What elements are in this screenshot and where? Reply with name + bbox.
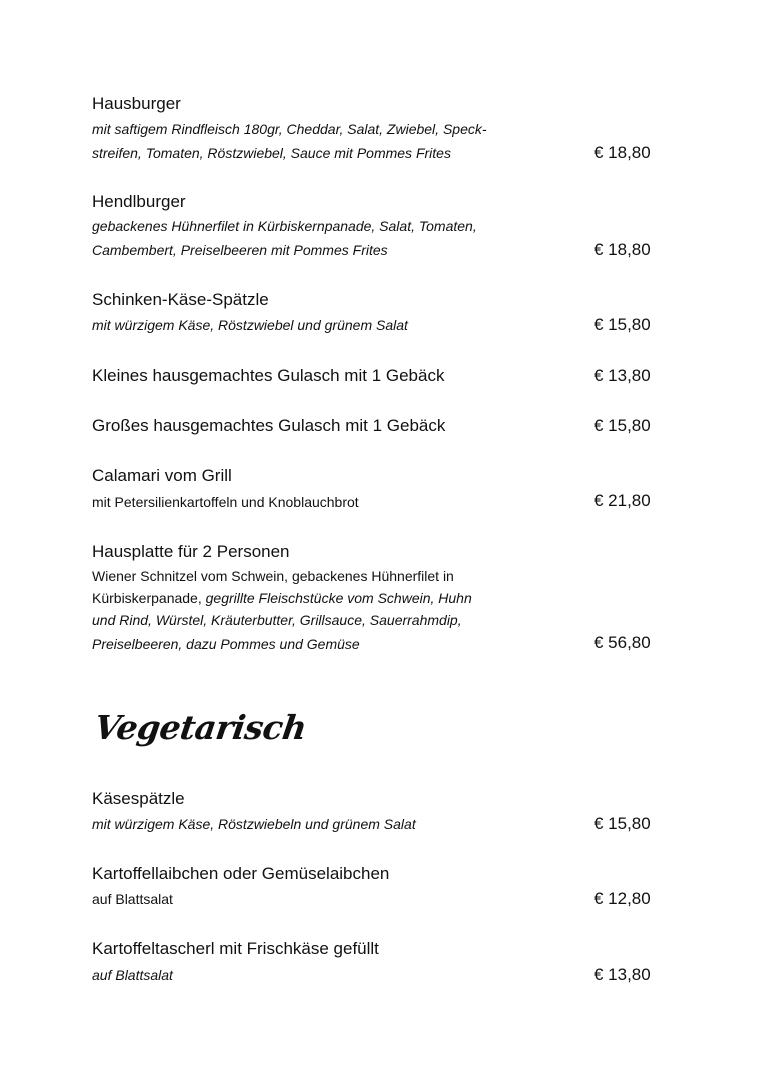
dish-price: € 15,80 <box>594 315 651 334</box>
dish-description: und Rind, Würstel, Kräuterbutter, Grillsauce, Sauerrahmdip, <box>92 612 462 628</box>
dish-name: Hausplatte für 2 Personen <box>92 542 290 561</box>
dish-description: Wiener Schnitzel vom Schwein, gebackenes Hühnerfilet in <box>92 568 454 584</box>
dish-description-part: Kürbiskerpanade, <box>92 590 202 606</box>
dish-description: mit Petersilienkartoffeln und Knoblauchbrot <box>92 494 359 510</box>
dish-description <box>92 590 472 606</box>
dish-name: Calamari vom Grill <box>92 466 232 485</box>
dish-description: auf Blattsalat <box>92 967 173 983</box>
dish-price: € 21,80 <box>594 491 651 510</box>
dish-price: € 15,80 <box>594 416 651 435</box>
dish-description: streifen, Tomaten, Röstzwiebel, Sauce mit Pommes Frites <box>92 145 451 161</box>
dish-price: € 18,80 <box>594 240 651 259</box>
dish-description: mit saftigem Rindfleisch 180gr, Cheddar, Salat, Zwiebel, Speck- <box>92 121 487 137</box>
section-title-vegetarisch: Vegetarisch <box>92 708 309 747</box>
dish-description: Cambembert, Preiselbeeren mit Pommes Frites <box>92 242 388 258</box>
dish-name: Kleines hausgemachtes Gulasch mit 1 Gebäck <box>92 366 445 385</box>
dish-description: auf Blattsalat <box>92 891 173 907</box>
dish-price: € 13,80 <box>594 965 651 984</box>
dish-name: Kartoffellaibchen oder Gemüselaibchen <box>92 864 390 883</box>
dish-name: Kartoffeltascherl mit Frischkäse gefüllt <box>92 939 379 958</box>
dish-name: Käsespätzle <box>92 789 185 808</box>
dish-name: Großes hausgemachtes Gulasch mit 1 Gebäck <box>92 416 446 435</box>
dish-name: Schinken-Käse-Spätzle <box>92 290 269 309</box>
dish-name: Hendlburger <box>92 192 186 211</box>
dish-price: € 56,80 <box>594 633 651 652</box>
dish-description: mit würzigem Käse, Röstzwiebeln und grünem Salat <box>92 816 416 832</box>
dish-price: € 15,80 <box>594 814 651 833</box>
dish-description: gebackenes Hühnerfilet in Kürbiskernpanade, Salat, Tomaten, <box>92 218 477 234</box>
dish-description: mit würzigem Käse, Röstzwiebel und grünem Salat <box>92 317 408 333</box>
dish-price: € 13,80 <box>594 366 651 385</box>
dish-description-part: gegrillte Fleischstücke vom Schwein, Huhn <box>205 590 472 606</box>
dish-price: € 12,80 <box>594 889 651 908</box>
dish-name: Hausburger <box>92 94 181 113</box>
dish-description: Preiselbeeren, dazu Pommes und Gemüse <box>92 636 360 652</box>
dish-price: € 18,80 <box>594 143 651 162</box>
